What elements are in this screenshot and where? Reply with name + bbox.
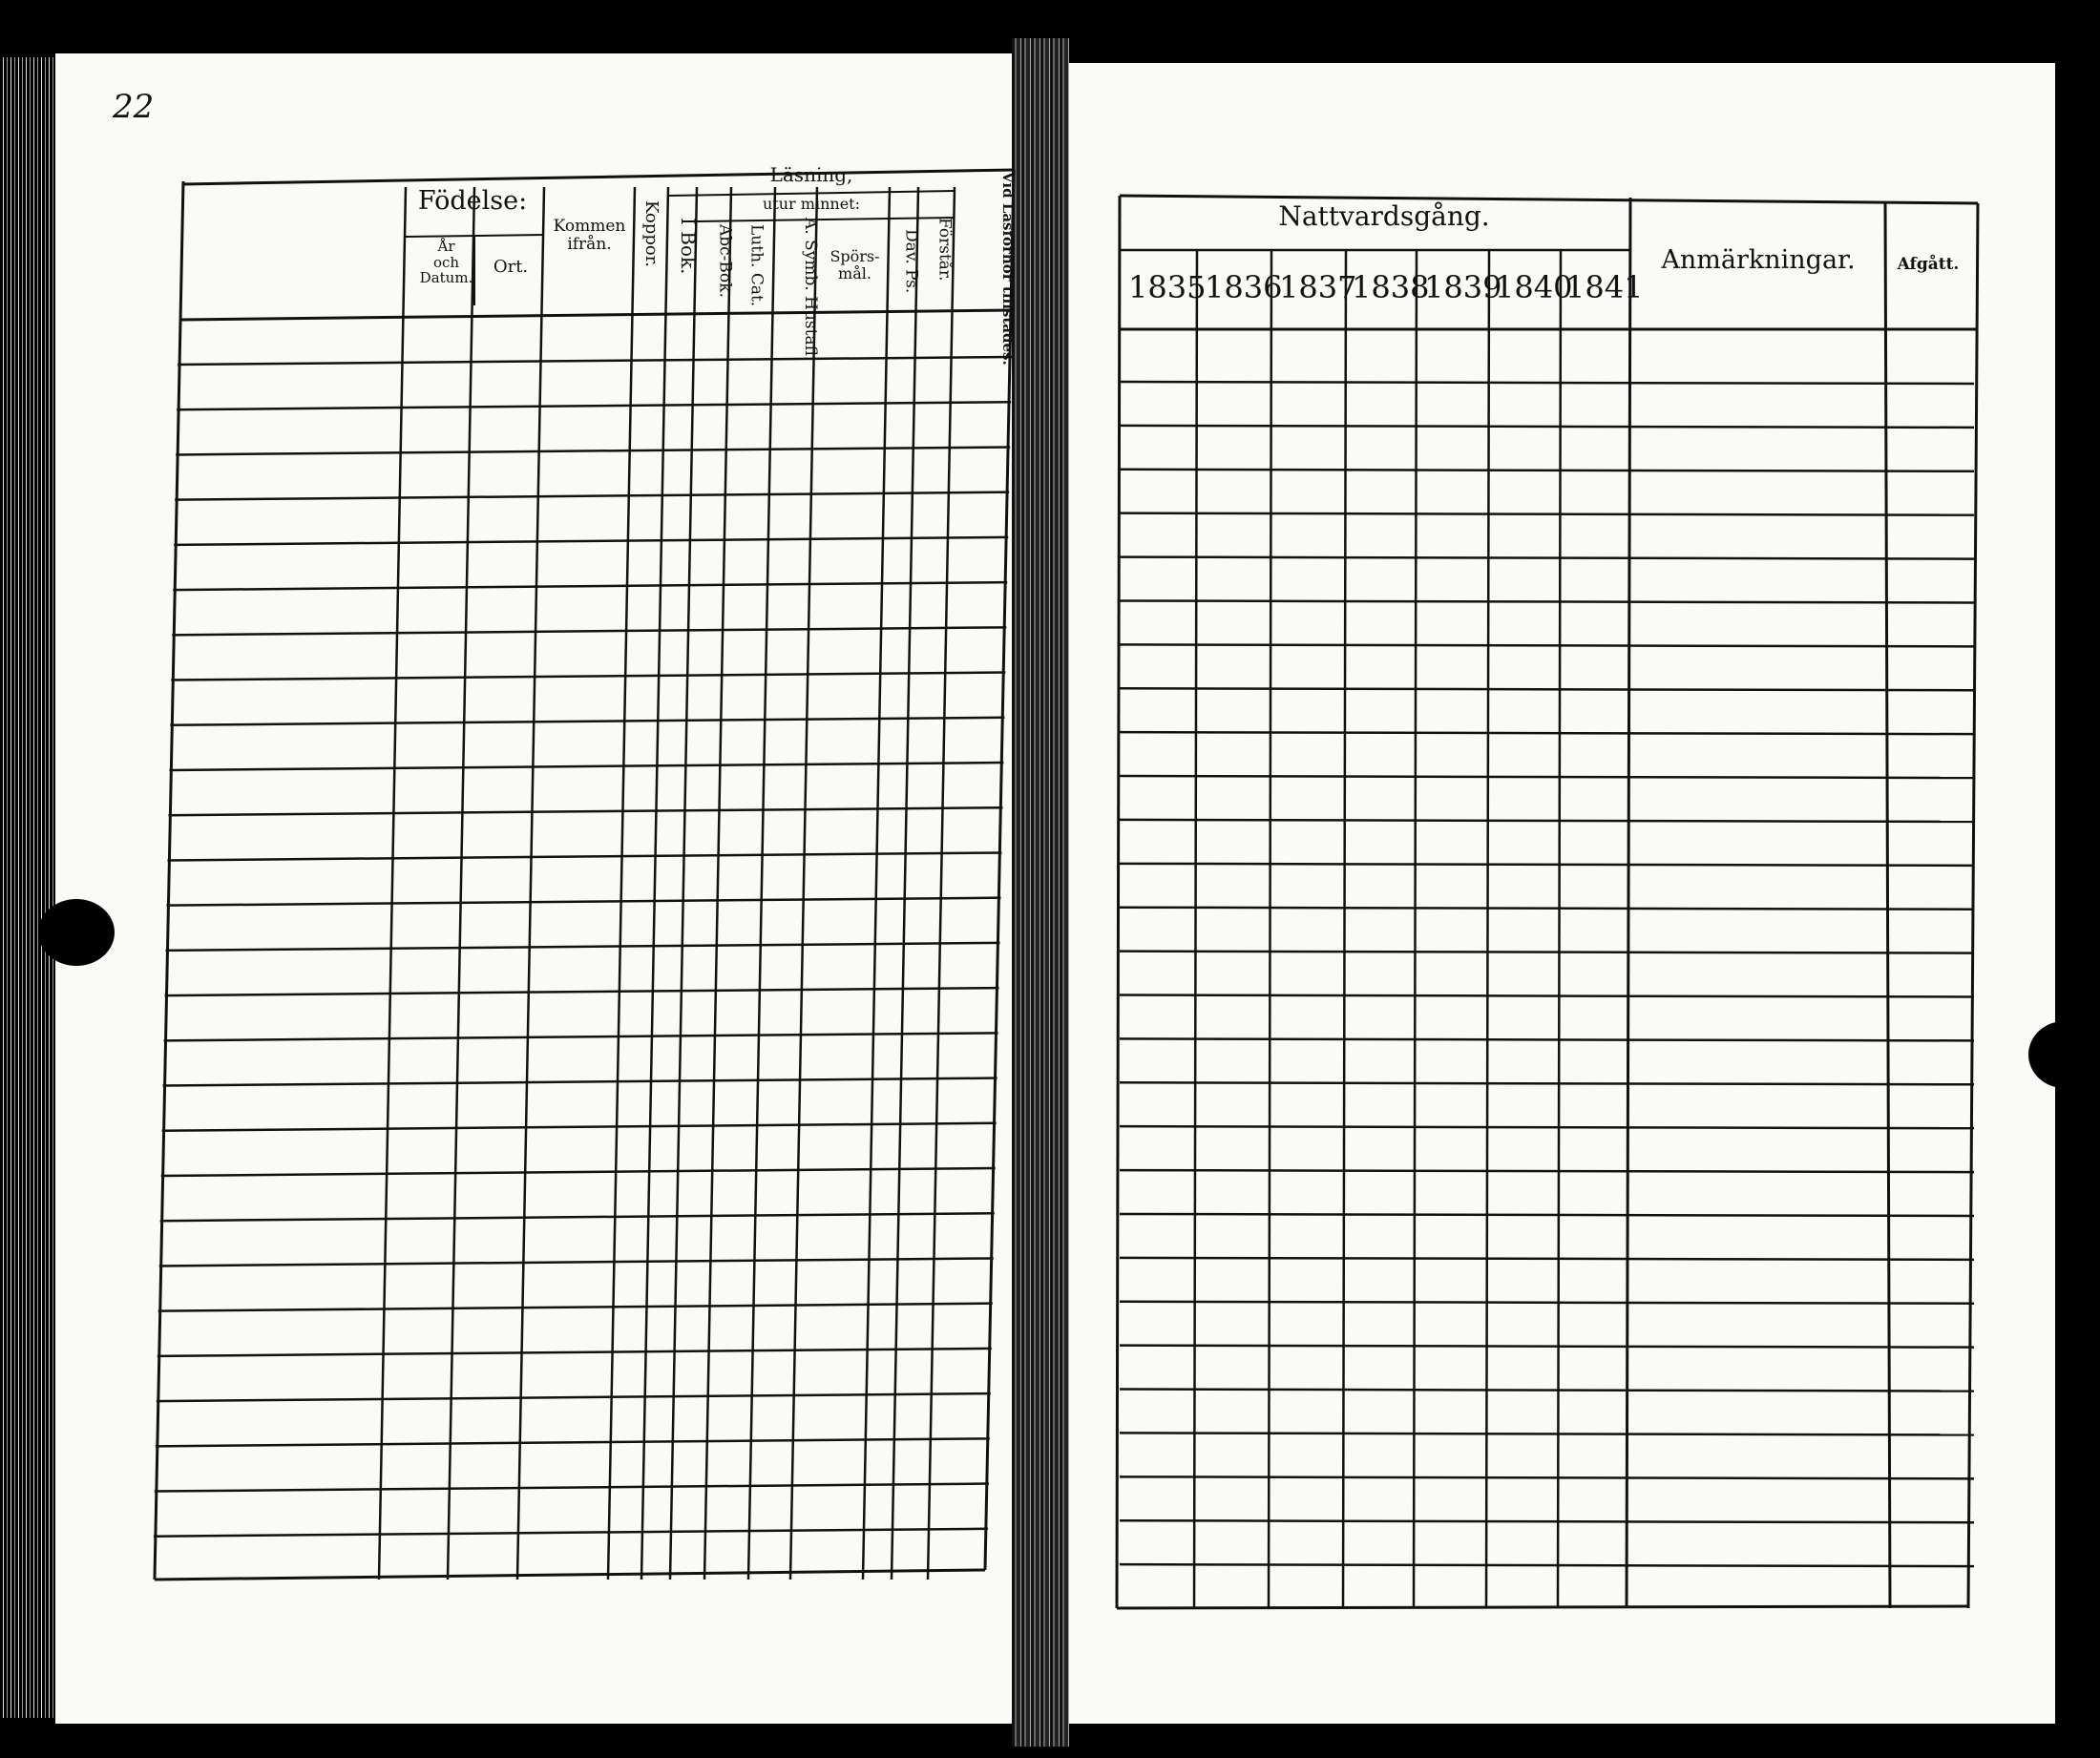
anmarkningar-header: Anmärkningar.: [1661, 245, 1856, 275]
year-1837: 1837: [1279, 269, 1357, 305]
row-rule: [1120, 864, 1974, 866]
row-rule: [1120, 1302, 1974, 1304]
row-rule: [1120, 382, 1974, 384]
column-rule: [1486, 250, 1489, 1608]
row-rule: [1120, 644, 1974, 646]
abc-bok-header: Abc-Bok.: [715, 224, 735, 298]
koppor-header: Koppor.: [640, 200, 662, 268]
afgatt-header: Afgått.: [1897, 255, 1960, 274]
column-rule: [1414, 250, 1417, 1608]
column-rule: [1558, 250, 1561, 1608]
year-1838: 1838: [1352, 269, 1430, 305]
page-number: 22: [113, 88, 155, 126]
year-1836: 1836: [1205, 269, 1283, 305]
column-rule: [1627, 198, 1630, 1608]
row-rule: [1120, 1390, 1974, 1392]
kommen-ifran-header: Kommen ifrån.: [553, 217, 626, 254]
row-rule: [1120, 1170, 1974, 1172]
row-rule: [1120, 952, 1974, 953]
table-border: [1117, 1606, 1968, 1608]
row-rule: [1120, 557, 1974, 559]
row-rule: [1120, 776, 1974, 778]
year-1841: 1841: [1565, 269, 1644, 305]
column-rule: [1269, 250, 1271, 1608]
row-rule: [1120, 995, 1974, 997]
row-rule: [1120, 1082, 1974, 1084]
vid-lasforhor-header: Vid Läsförhör tillstädes.: [999, 172, 1017, 366]
year-1839: 1839: [1424, 269, 1502, 305]
row-rule: [1120, 470, 1974, 471]
luth-cat-header: Luth. Cat.: [746, 224, 766, 307]
row-rule: [1120, 1564, 1974, 1566]
row-rule: [1120, 820, 1974, 822]
column-rule: [1194, 250, 1197, 1608]
row-rule: [1120, 600, 1974, 602]
row-rule: [1120, 1258, 1974, 1260]
column-rule: [1343, 250, 1346, 1608]
row-rule: [1120, 732, 1974, 734]
row-rule: [1120, 426, 1974, 428]
row-rule: [1120, 1214, 1974, 1216]
table-border: [1968, 203, 1978, 1608]
ort-header: Ort.: [493, 257, 529, 277]
lasning-header: Läsning,: [769, 163, 853, 186]
row-rule: [1120, 1433, 1974, 1434]
a-symb-hustafl-header: A. Symb. Hustafl.: [801, 218, 820, 362]
row-rule: [1120, 1520, 1974, 1522]
ar-och-datum-header: År och Datum.: [419, 238, 473, 286]
table-border: [1117, 196, 1120, 1608]
row-rule: [1120, 1346, 1974, 1348]
fodelse-header: Födelse:: [417, 186, 528, 216]
row-rule: [1120, 908, 1974, 910]
i-bok-header: I Bok.: [677, 218, 700, 275]
row-rule: [1120, 513, 1974, 515]
utur-minnet-header: utur minnet:: [763, 195, 860, 213]
year-1835: 1835: [1128, 269, 1207, 305]
column-rule: [1885, 201, 1890, 1608]
forstar-header: Förstår.: [934, 218, 955, 282]
row-rule: [1120, 1476, 1974, 1478]
spors-mal-header: Spörs- mål.: [830, 247, 880, 283]
dav-ps-header: Dav. Ps.: [901, 229, 921, 294]
row-rule: [1120, 688, 1974, 690]
nattvardsgang-header: Nattvardsgång.: [1278, 200, 1490, 232]
row-rule: [1120, 1126, 1974, 1128]
row-rule: [1120, 1038, 1974, 1040]
year-1840: 1840: [1495, 269, 1573, 305]
